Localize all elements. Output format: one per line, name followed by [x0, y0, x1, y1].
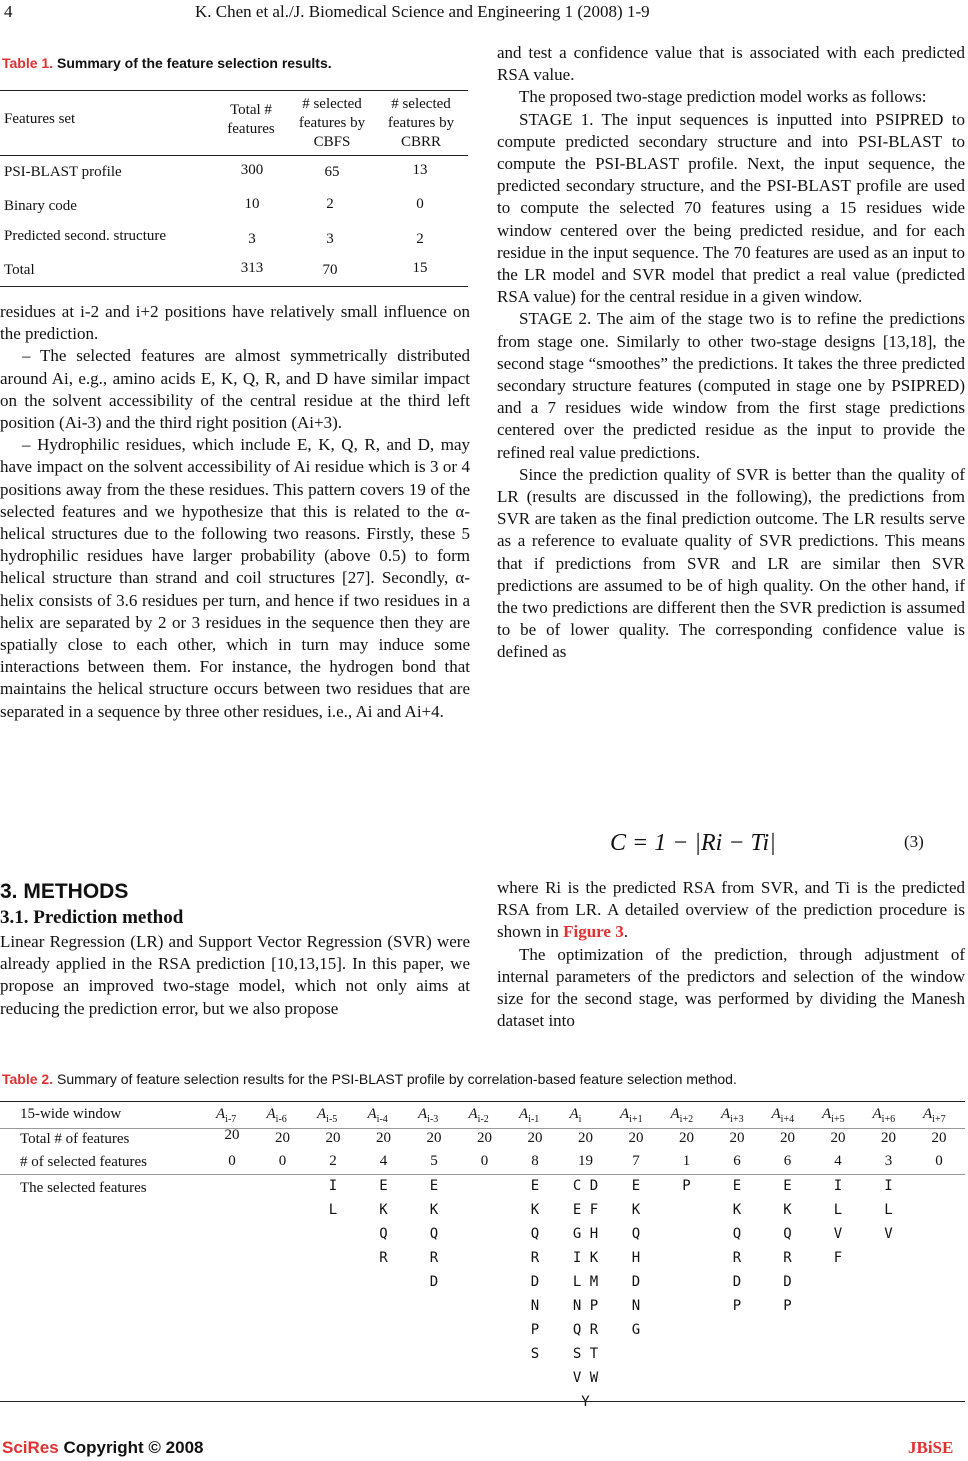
table2-total-i-1: 20: [527, 1130, 543, 1146]
page-header: [0, 0, 968, 26]
table2-header-ai+7: $A_{i+7}$: [923, 1106, 946, 1125]
table2-feature-i+6-1: L: [884, 1202, 893, 1218]
table2-feature-i-3-1: K: [429, 1202, 439, 1218]
table2-total-i+6: 20: [881, 1130, 896, 1146]
table2-total-i-7: 20: [224, 1127, 240, 1143]
table1-caption-text: Summary of the feature selection results.: [56, 55, 332, 71]
table2-feature-i+3-3: R: [732, 1250, 742, 1266]
table2-feature-i-3-4: D: [429, 1274, 439, 1290]
table2-selected-i-3: 5: [430, 1153, 438, 1169]
right-para-1: and test a confidence value that is associated with each predicted RSA value.: [497, 43, 965, 85]
table2-header-ai+6: $A_{i+6}$: [872, 1106, 896, 1125]
table2-feature-i-5-1: L: [328, 1202, 338, 1218]
footer-copyright-text: Copyright © 2008: [63, 1438, 204, 1457]
table2-feature-i+3-2: Q: [732, 1226, 742, 1242]
table1-row2-label: Binary code: [4, 198, 77, 214]
table1-col-features-set: Features set: [4, 111, 76, 127]
table2-header-ai+4: $A_{i+4}$: [771, 1106, 795, 1125]
table2-feature-i+5-2: V: [833, 1226, 843, 1242]
left-para-1: residues at i-2 and i+2 positions have relatively small influence on the prediction.: [0, 302, 470, 344]
table2-feature-i+3-4: D: [732, 1274, 742, 1290]
table1-row4-cbfs: 70: [322, 262, 338, 278]
table2-feature-i+4-5: P: [783, 1298, 792, 1314]
subsection-title: 3.1. Prediction method: [0, 907, 184, 928]
table2-feature-i-6: Q R: [572, 1322, 599, 1338]
table1-row1-cbrr: 13: [412, 162, 428, 178]
left-para-3: – Hydrophilic residues, which include E, K, Q, R, and D, may have impact on the solvent accessibility of Ai residue which is 3 or 4 positions away from the these residues. This pattern covers 19 of the selected features and we hypothesize that this is related to the α-helical structures due to the following two reasons. Firstly, these 5 hydrophilic residues have larger probability (above 0.5) to form helical structure than strand and coil structures [27]. Secondly, α-helix consists of 3.6 residues per turn, and hence if two residues in a helix are separated by 2 or 3 residues in the sequence then they are spatially close to each other, which in turn may induce some interactions between them. For instance, the hydrogen bond that maintains the helical structure occurs between two residues that are separated in a sequence by three other residues, i.e., Ai and Ai+4.: [0, 435, 470, 721]
table1-top-rule: [0, 90, 468, 91]
table2-feature-i-1: E F: [572, 1202, 599, 1218]
table1-row2-total: 10: [244, 196, 260, 212]
table2-feature-i+1-3: H: [631, 1250, 641, 1266]
table2-feature-i+1-1: K: [631, 1202, 641, 1218]
table2-caption: [2, 1071, 737, 1087]
table2-header-ai-2: $A_{i-2}$: [468, 1106, 489, 1125]
table2-feature-i-1-2: Q: [530, 1226, 540, 1242]
table2-feature-i+3-0: E: [732, 1178, 742, 1194]
table2-mid-rule: [0, 1174, 965, 1175]
table2-row-window: 15-wide window: [20, 1106, 122, 1122]
table2-feature-i-1-4: D: [530, 1274, 540, 1290]
table2-feature-i+1-0: E: [631, 1178, 641, 1194]
left-column-upper: [0, 301, 470, 723]
table2-total-i+2: 20: [679, 1130, 694, 1146]
table2-feature-i-8: V W: [572, 1370, 599, 1386]
table2-feature-i-0: C D: [572, 1178, 599, 1194]
table2-total-i-5: 20: [325, 1130, 341, 1146]
table2-feature-i-7: S T: [572, 1346, 599, 1362]
table2-feature-i-4-2: Q: [379, 1226, 388, 1242]
table2-header-ai: $A_i$: [569, 1106, 582, 1125]
table2-header-ai+3: $A_{i+3}$: [721, 1106, 744, 1125]
table2-feature-i+1-6: G: [631, 1322, 641, 1338]
table2-selected-i-1: 8: [531, 1153, 539, 1169]
table2-selected-i-6: 0: [278, 1153, 287, 1169]
table2-feature-i-4-0: E: [379, 1178, 388, 1194]
table2-feature-i+5-0: I: [833, 1178, 843, 1194]
table2-header-ai+1: $A_{i+1}$: [620, 1106, 643, 1125]
table2-selected-i+2: 1: [682, 1153, 691, 1169]
table2-feature-i-5-0: I: [328, 1178, 338, 1194]
table2-total-i+7: 20: [931, 1130, 947, 1146]
table2-feature-i+5-1: L: [833, 1202, 843, 1218]
table2-feature-i-3-0: E: [429, 1178, 439, 1194]
table2-selected-i+3: 6: [733, 1153, 741, 1169]
table2-header-rule: [0, 1128, 965, 1129]
footer-copyright: [2, 1438, 204, 1458]
table2-feature-i+4-2: Q: [783, 1226, 792, 1242]
table2-feature-i-1-6: P: [530, 1322, 540, 1338]
right-para-4: STAGE 2. The aim of the stage two is to refine the predictions from stage one. Similarly to other two-stage designs [13,18], the second stage “smoothes” the predictions. It takes the three predicted secondary structure features (computed in stage one by PSIPRED) and a 7 residues wide window from the first stage predictions centered over the predicted residue as the input to provide the refined real value predictions.: [497, 309, 965, 462]
table2-feature-i-1-3: R: [530, 1250, 540, 1266]
table2-feature-i+4-3: R: [783, 1250, 792, 1266]
table1-header-rule: [0, 155, 468, 156]
table2-selected-i-4: 4: [379, 1153, 388, 1169]
left-column-lower: [0, 931, 470, 1020]
table2-feature-i+2-0: P: [682, 1178, 691, 1194]
table2-feature-i-4-3: R: [379, 1250, 388, 1266]
table2-total-i: 20: [578, 1130, 593, 1146]
table2-feature-i-3-3: R: [429, 1250, 439, 1266]
table2-feature-i-1-5: N: [530, 1298, 540, 1314]
table2-row-features: The selected features: [20, 1180, 147, 1196]
right-para-3: STAGE 1. The input sequences is inputted into PSIPRED to compute predicted secondary structure and into PSI-BLAST to compute the PSI-BLAST profile. Next, the input sequence, the predicted secondary structure, and the PSI-BLAST profile are used to compute the selected 70 features using a 15 residues wide window centered over the being predicted residue, and for each residue in the input sequence. The 70 features are used as an input to the LR model and SVR model that predict a real value (predicted RSA value) for the central residue in a given window.: [497, 109, 965, 307]
left-para-4: Linear Regression (LR) and Support Vector Regression (SVR) were already applied in the RSA prediction [10,13,15]. In this paper, we propose an improved two-stage model, which not only aims at reducing the prediction error, but we also propose: [0, 932, 470, 1018]
table1-bottom-rule: [0, 286, 468, 287]
table1-row4-label: Total: [4, 262, 35, 278]
table2-header-ai-4: $A_{i-4}$: [367, 1106, 388, 1125]
table2-header-ai+5: $A_{i+5}$: [822, 1106, 845, 1125]
table2-selected-i+4: 6: [783, 1153, 792, 1169]
section-title: 3. METHODS: [0, 880, 129, 903]
table1-row4-cbrr: 15: [412, 260, 428, 276]
table2-feature-i-2: G H: [572, 1226, 599, 1242]
table2-header-ai-6: $A_{i-6}$: [266, 1106, 287, 1125]
table2-feature-i-5: N P: [572, 1298, 599, 1314]
right-para-6-end: .: [623, 922, 628, 942]
table2-header-ai-3: $A_{i-3}$: [418, 1106, 439, 1125]
table2-feature-i+1-4: D: [631, 1274, 641, 1290]
table2-selected-i: 19: [578, 1153, 593, 1169]
equation-number: (3): [904, 832, 924, 851]
table1-caption: [2, 55, 332, 71]
table2-selected-i+7: 0: [935, 1153, 943, 1169]
footer-brand: SciRes: [2, 1438, 59, 1457]
table2-feature-i-9: Y: [581, 1394, 590, 1410]
table2-feature-i-4-1: K: [379, 1202, 388, 1218]
table2-feature-i-4: L M: [572, 1274, 599, 1290]
table1-col-cbfs: # selected features by CBFS: [298, 96, 366, 150]
table1-row3-total: 3: [248, 231, 256, 247]
table2-feature-i-3-2: Q: [429, 1226, 439, 1242]
table1-row1-total: 300: [240, 162, 264, 178]
table2-row-selected: # of selected features: [20, 1154, 148, 1170]
table2-feature-i-1-0: E: [530, 1178, 540, 1194]
footer-journal: JBiSE: [908, 1438, 954, 1457]
equation: C = 1 − |Ri − Ti|: [610, 830, 776, 856]
table2-total-i-3: 20: [426, 1130, 442, 1146]
table2-feature-i-1-7: S: [530, 1346, 540, 1362]
running-head: K. Chen et al./J. Biomedical Science and Engineering 1 (2008) 1-9: [195, 2, 650, 21]
table2-feature-i-1-1: K: [530, 1202, 540, 1218]
table2-feature-i-3: I K: [572, 1250, 599, 1266]
table2-feature-i+6-2: V: [884, 1226, 893, 1242]
table2-feature-i+3-1: K: [732, 1202, 742, 1218]
table2-feature-i+3-5: P: [732, 1298, 742, 1314]
table1-row4-total: 313: [240, 260, 264, 276]
table2-total-i+4: 20: [780, 1130, 795, 1146]
right-column-upper: [497, 42, 965, 664]
table2-top-rule: [0, 1101, 965, 1102]
table1-row1-label: PSI-BLAST profile: [4, 164, 122, 180]
right-para-2: The proposed two-stage prediction model works as follows:: [519, 87, 927, 107]
table2-total-i+1: 20: [628, 1130, 644, 1146]
table1-row1-cbfs: 65: [324, 164, 340, 180]
page-number: 4: [4, 2, 13, 21]
table2-feature-i+4-4: D: [783, 1274, 792, 1290]
table2-feature-i+1-5: N: [631, 1298, 641, 1314]
table1-col-cbrr: # selected features by CBRR: [387, 96, 455, 150]
table2-total-i-6: 20: [275, 1130, 290, 1146]
table1-label: Table 1.: [2, 55, 54, 71]
table2-selected-i+5: 4: [834, 1153, 842, 1169]
table2-selected-i-5: 2: [329, 1153, 337, 1169]
table1-row2-cbrr: 0: [416, 196, 424, 212]
table2-selected-i+6: 3: [884, 1153, 893, 1169]
table2-feature-i+5-3: F: [833, 1250, 843, 1266]
table2-row-total: Total # of features: [20, 1131, 130, 1147]
table1-row3-cbrr: 2: [416, 231, 424, 247]
table2-feature-i+4-1: K: [783, 1202, 792, 1218]
table2-total-i-2: 20: [477, 1130, 492, 1146]
table2-total-i-4: 20: [376, 1130, 391, 1146]
table2-selected-i+1: 7: [632, 1153, 640, 1169]
table2-header-ai-5: $A_{i-5}$: [317, 1106, 338, 1125]
table2-header-ai-7: $A_{i-7}$: [216, 1106, 237, 1125]
table1-row3-label: Predicted second. structure: [4, 228, 167, 244]
figure-3-link[interactable]: Figure 3: [563, 922, 624, 942]
table2-selected-i-2: 0: [480, 1153, 489, 1169]
table2-header-ai+2: $A_{i+2}$: [670, 1106, 694, 1125]
table2-caption-text: Summary of feature selection results for the PSI-BLAST profile by correlation-based feature selection method.: [56, 1071, 737, 1087]
right-column-lower: [497, 877, 965, 1032]
table2-header-ai-1: $A_{i-1}$: [519, 1106, 540, 1125]
table1-col-total: Total # features: [227, 102, 275, 137]
table2-feature-i+4-0: E: [783, 1178, 792, 1194]
right-para-5: Since the prediction quality of SVR is better than the quality of LR (results are discussed in the following), the predictions from SVR are taken as the final prediction outcome. The LR results serve as a reference to evaluate quality of SVR predictions. This means that if predictions from SVR and LR are similar then SVR predictions are assumed to be of high quality. On the other hand, if the two predictions are different then the SVR prediction is assumed to be of lower quality. The corresponding confidence value is defined as: [497, 464, 965, 662]
table2-selected-i-7: 0: [228, 1153, 236, 1169]
table2-total-i+3: 20: [729, 1130, 745, 1146]
table2-feature-i+1-2: Q: [631, 1226, 641, 1242]
right-para-7: The optimization of the prediction, through adjustment of internal parameters of the predictors and selection of the window size for the second stage, was performed by dividing the Manesh dataset into: [497, 944, 965, 1031]
table2-feature-i+6-0: I: [884, 1178, 893, 1194]
table2-bottom-rule: [0, 1401, 965, 1402]
right-para-6: where Ri is the predicted RSA from SVR, and Ti is the predicted RSA from LR. A detailed overview of the prediction procedure is shown in: [497, 878, 965, 942]
left-para-2: – The selected features are almost symmetrically distributed around Ai, e.g., amino acids E, K, Q, R, and D have similar impact on the solvent accessibility of the central residue at the third left position (Ai-3) and the third right position (Ai+3).: [0, 346, 470, 433]
table2-label: Table 2.: [2, 1071, 54, 1087]
table1-row2-cbfs: 2: [326, 196, 334, 212]
table1-row3-cbfs: 3: [326, 231, 334, 247]
table2-total-i+5: 20: [830, 1130, 846, 1146]
